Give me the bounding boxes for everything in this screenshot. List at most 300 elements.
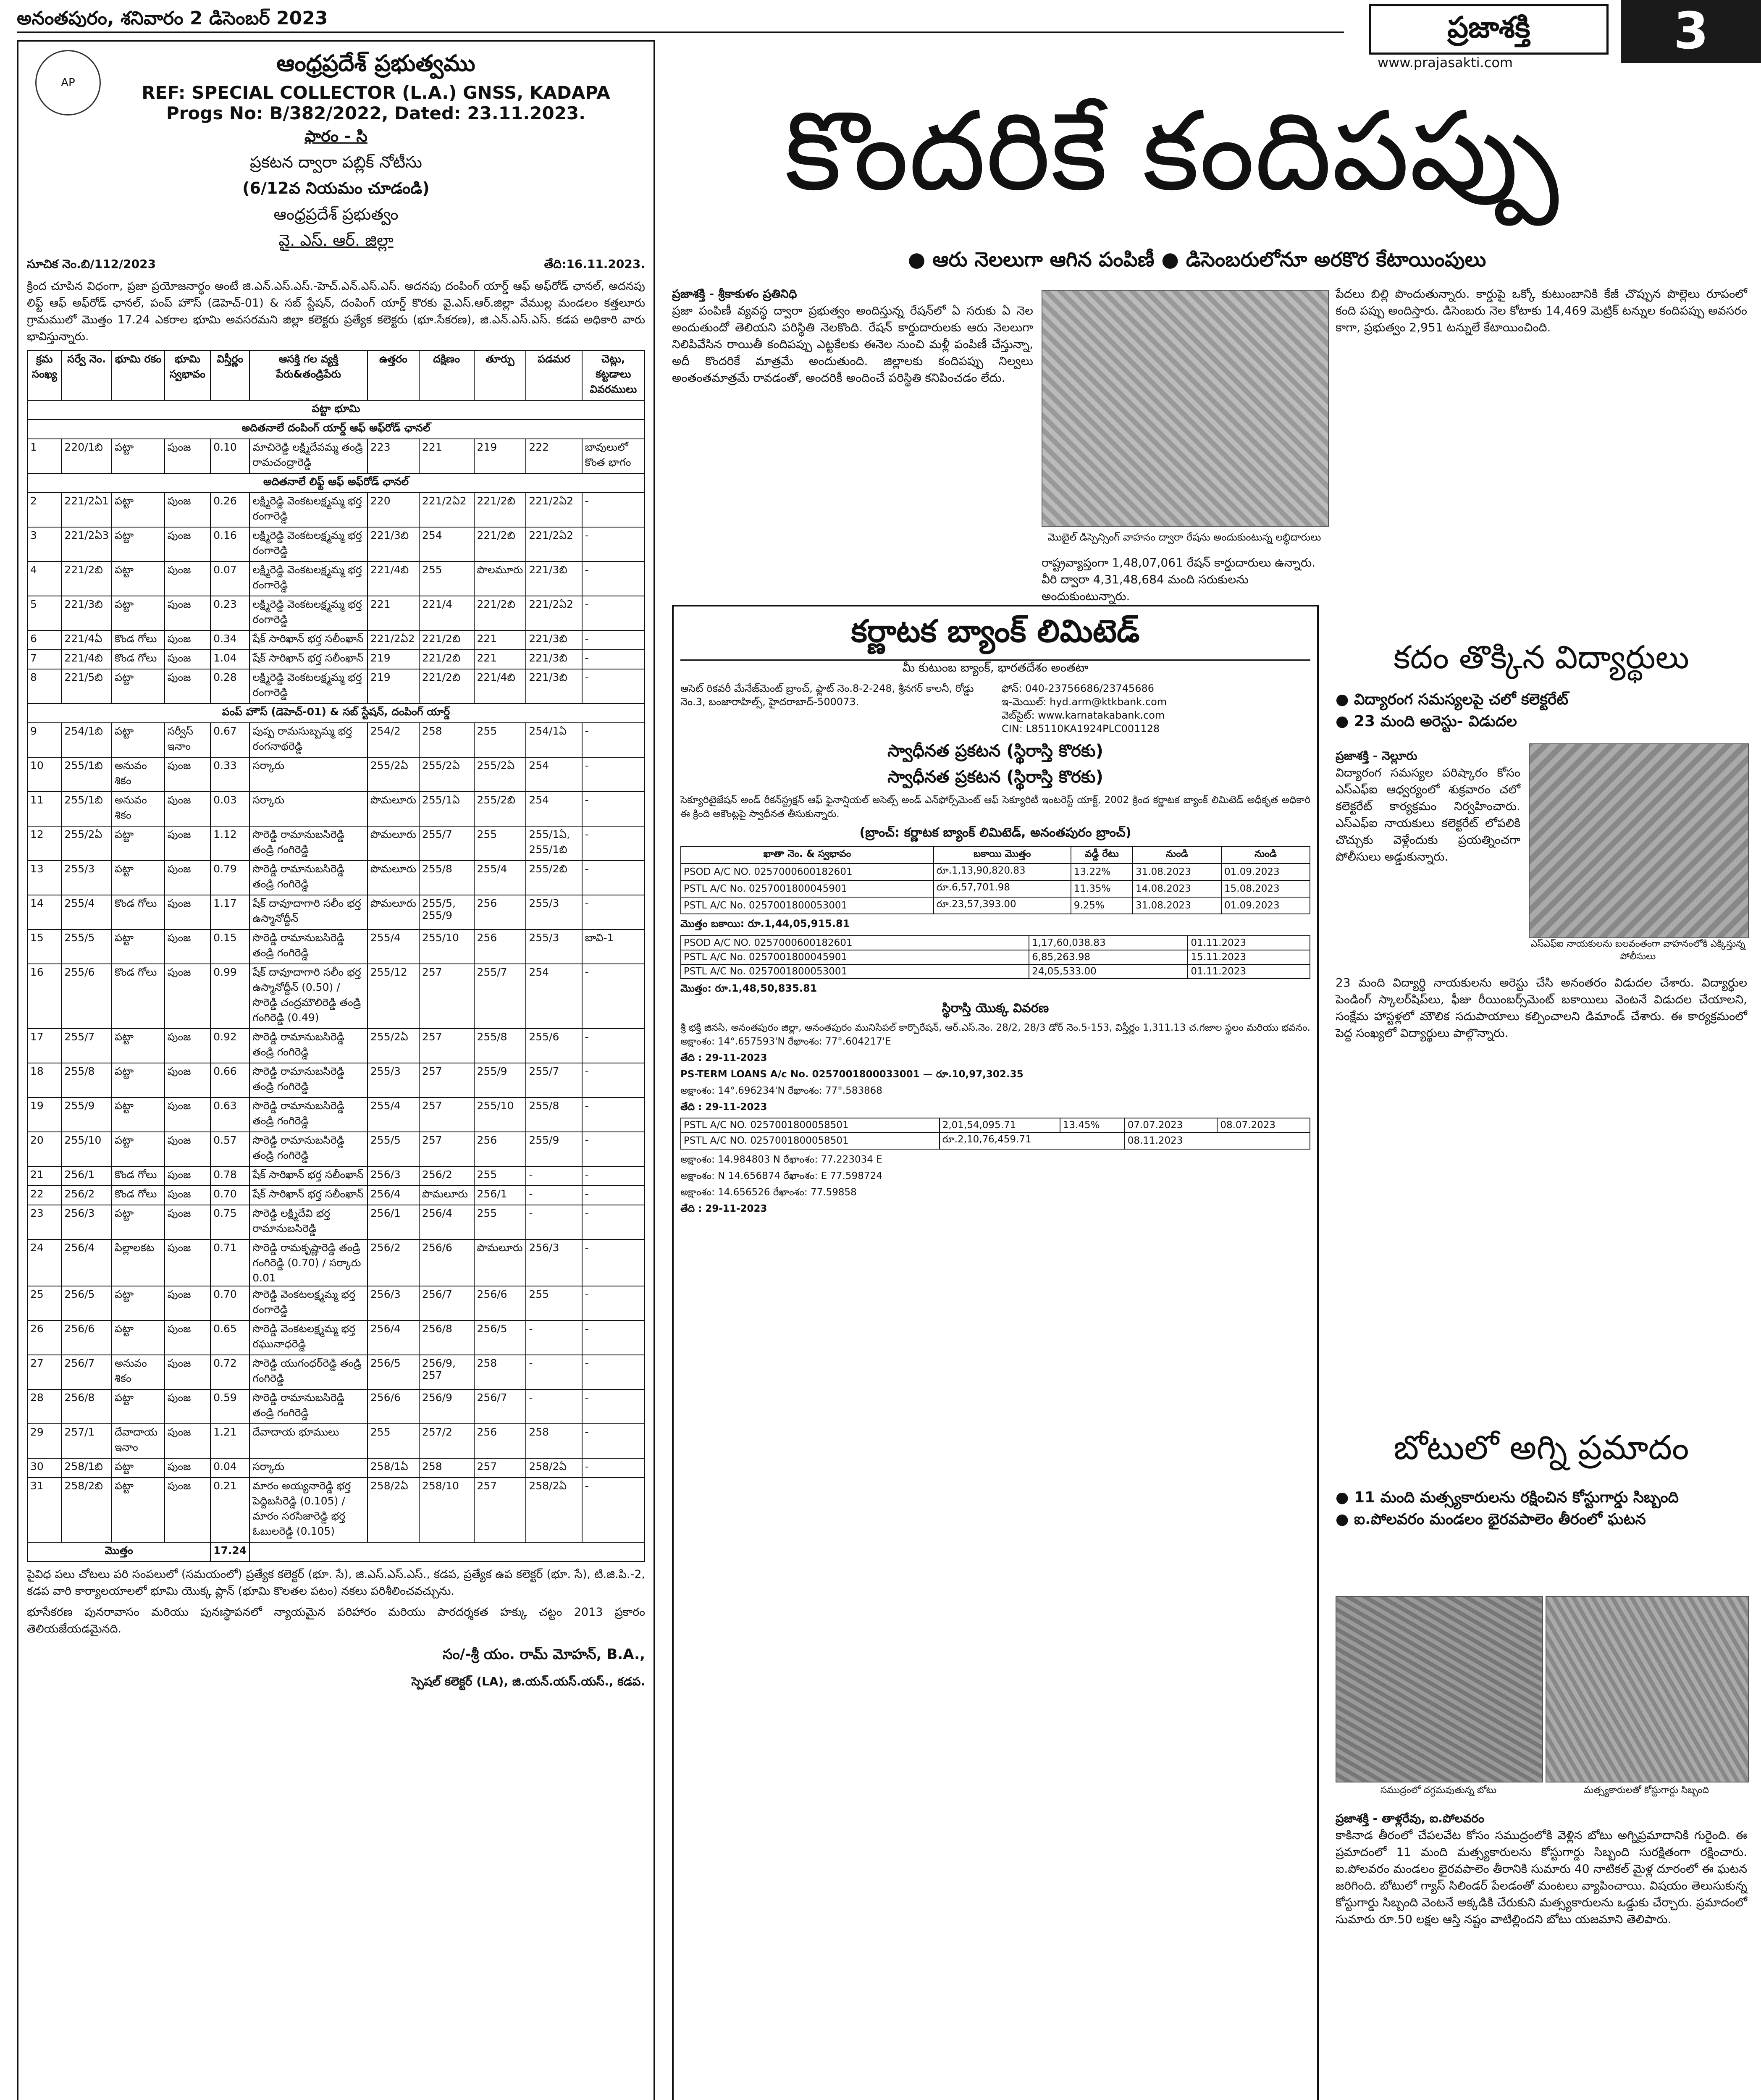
cell: 221/2ఏ2 <box>526 493 582 527</box>
cell: సొరెడ్డి రామానుబసిరెడ్డి తండ్రి గంగిరెడ్డి <box>249 1097 367 1132</box>
cell: పుంజ <box>165 964 211 1029</box>
cell: రూ.1,13,90,820.83 <box>934 864 1071 880</box>
cell: 07.07.2023 <box>1125 1118 1218 1132</box>
cell: పుంజ <box>165 1458 211 1478</box>
cell: షేక్ సారిఖాన్ భర్త సలీంఖాన్ <box>249 1166 367 1186</box>
cell: 255/9 <box>61 1097 112 1132</box>
cell: 31 <box>27 1478 61 1542</box>
cell: 255/2ఏ <box>367 757 419 792</box>
land-acquisition-notice <box>17 40 655 2100</box>
cell: 0.28 <box>210 669 249 704</box>
cell: పుంజ <box>165 895 211 929</box>
table-row <box>681 864 1310 880</box>
cell: 256/3 <box>367 1166 419 1186</box>
coastguard-photo <box>1546 1596 1749 1782</box>
cell: 221/3బి <box>61 596 112 630</box>
cell: పుంజ <box>165 1389 211 1424</box>
cell: - <box>582 1458 645 1478</box>
cell: 254 <box>526 964 582 1029</box>
cell: పట్టా <box>112 1063 164 1097</box>
cell: 256 <box>474 1424 526 1458</box>
story3-byline: ప్రజాశక్తి - తాళ్లరేవు, ఐ.పోలవరం <box>1336 1811 1485 1825</box>
cell: 255/6 <box>61 964 112 1029</box>
kbank-date-3: తేది : 29-11-2023 <box>680 1203 767 1214</box>
cell: 257 <box>474 1478 526 1542</box>
kbank-contact <box>680 677 1310 735</box>
main-headline: కొందరికే కందిపప్పు <box>785 88 1559 215</box>
cell: - <box>582 1239 645 1286</box>
cell: 08.11.2023 <box>1125 1132 1310 1149</box>
cell: లక్ష్మిరెడ్డి వెంకటలక్ష్మమ్మ భర్త రంగారెడ్డి <box>249 596 367 630</box>
cell: 256/3 <box>367 1286 419 1320</box>
cell: - <box>582 826 645 861</box>
cell: - <box>526 1186 582 1205</box>
cell: పుంజ <box>165 792 211 826</box>
cell: సొరెడ్డి వెంకటలక్ష్మమ్మ భర్త రంగారెడ్డి <box>249 1286 367 1320</box>
cell: 258/2ఏ <box>526 1478 582 1542</box>
cell: 255/4 <box>367 929 419 964</box>
cell: 256/6 <box>419 1239 474 1286</box>
cell: సర్కారు <box>249 757 367 792</box>
cell: 26 <box>27 1320 61 1355</box>
table-row <box>681 950 1310 964</box>
cell: 0.70 <box>210 1186 249 1205</box>
cell: - <box>582 1355 645 1389</box>
cell: అనువం శికం <box>112 757 164 792</box>
cell: 0.10 <box>210 439 249 473</box>
masthead-logo: ప్రజాశక్తి <box>1369 4 1609 55</box>
table-row <box>27 757 645 792</box>
cell: - <box>582 757 645 792</box>
cell: పట్టా <box>112 929 164 964</box>
kbank-total-1: మొత్తం బకాయి: రూ.1,44,05,915.81 <box>680 918 850 929</box>
cell: 220 <box>367 493 419 527</box>
cell: 255/10 <box>419 929 474 964</box>
table-header-row <box>27 351 645 400</box>
cell: సొరెడ్డి రామానుబసిరెడ్డి తండ్రి గంగిరెడ్డి <box>249 929 367 964</box>
notice-para-1: పైవిధ పలు చోటలు పరి సంపలులో (సమయంలో) ప్రత్యేక కలెక్టర్ (భూ. సే), జి.ఎస్.ఎస్.ఎస్., కడప, ప్రత్యేక ఉప కలెక్టర్ (భూ. సే), టి.జి.పి.-2, కడప వారి కార్యాలయాలలో భూమి యొక్క ప్లాన్ (భూమి కొలతల పటం) నకలు పరిశీలించవచ్చును. <box>27 1568 645 1598</box>
cell: 258/2ఏ <box>367 1478 419 1542</box>
col-nature: భూమి స్వభావం <box>165 351 211 400</box>
kbank-date-1: తేది : 29-11-2023 <box>680 1053 767 1063</box>
cell: - <box>582 562 645 596</box>
cell: లక్ష్మిరెడ్డి వెంకటలక్ష్మమ్మ భర్త రంగారెడ్డి <box>249 493 367 527</box>
header-rule <box>17 32 1344 33</box>
total-label: మొత్తం <box>27 1542 210 1562</box>
cell: 0.92 <box>210 1029 249 1063</box>
cell: 255 <box>474 1166 526 1186</box>
table-row <box>27 1424 645 1458</box>
col-east: తూర్పు <box>474 351 526 400</box>
cell: 12 <box>27 826 61 861</box>
cell: 257 <box>419 1029 474 1063</box>
cell: కొండ గోలు <box>112 650 164 669</box>
cell: - <box>582 669 645 704</box>
cell: 255/3 <box>61 861 112 895</box>
cell: 256/1 <box>474 1186 526 1205</box>
cell: కొండ గోలు <box>112 630 164 650</box>
cell: 255/3 <box>526 929 582 964</box>
ref-line <box>27 257 645 274</box>
boat-fire-photo <box>1336 1596 1543 1782</box>
table-row <box>27 1478 645 1542</box>
cell: 5 <box>27 596 61 630</box>
cell: 219 <box>367 669 419 704</box>
cell: 257 <box>419 1132 474 1166</box>
cell: రూ.2,10,76,459.71 <box>940 1132 1125 1149</box>
ref-number: సూచిక నెం.బి/112/2023 <box>27 257 156 271</box>
signature-title: స్పెషల్ కలెక్టర్ (LA), జి.యన్.యస్.యస్., కడప. <box>411 1675 645 1688</box>
table-row <box>27 792 645 826</box>
cell: 256/5 <box>367 1355 419 1389</box>
col-west: పడమర <box>526 351 582 400</box>
cell: 0.78 <box>210 1166 249 1186</box>
cell: 27 <box>27 1355 61 1389</box>
table-row <box>27 1320 645 1355</box>
cell: 10 <box>27 757 61 792</box>
table-row <box>681 964 1310 979</box>
cell: పట్టా <box>112 1320 164 1355</box>
cell: పట్టా <box>112 1097 164 1132</box>
kbank-prop-title: స్థిరాస్తి యొక్క వివరణ <box>942 1001 1049 1016</box>
cell: కొండ గోలు <box>112 1166 164 1186</box>
cell: 255/2ఏ <box>474 757 526 792</box>
cell: 222 <box>526 439 582 473</box>
cell: - <box>526 1166 582 1186</box>
cell: పుంజ <box>165 1029 211 1063</box>
cell: 256/9 <box>419 1389 474 1424</box>
cell: 221/2ఏ1 <box>61 493 112 527</box>
cell: 221 <box>367 596 419 630</box>
cell: 221/2బి <box>474 493 526 527</box>
cell: 221/2బి <box>61 562 112 596</box>
cell: 221/3బి <box>526 650 582 669</box>
table-row <box>27 1458 645 1478</box>
story2-bullet-1: ● విద్యారంగ సమస్యలపై చలో కలెక్టరేట్ <box>1336 691 1569 708</box>
cell: PSOD A/C NO. 0257000600182601 <box>681 936 1029 950</box>
cell: సొరెడ్డి రామానుబసిరెడ్డి తండ్రి గంగిరెడ్డి <box>249 1063 367 1097</box>
cell: 221/3బి <box>526 669 582 704</box>
cell: లక్ష్మిరెడ్డి వెంకటలక్ష్మమ్మ భర్త రంగారెడ్డి <box>249 562 367 596</box>
table-header-row <box>681 847 1310 864</box>
cell: 257 <box>419 1097 474 1132</box>
cell: 0.71 <box>210 1239 249 1286</box>
kbank-branch: (బ్రాంచ్: కర్ణాటక బ్యాంక్ లిమిటెడ్, అనంతపురం బ్రాంచ్) <box>859 825 1131 840</box>
cell: పుంజ <box>165 1424 211 1458</box>
cell: - <box>582 1063 645 1097</box>
acc-col-rate: వడ్డీ రేటు <box>1071 847 1133 864</box>
cell: 221/3బి <box>367 527 419 562</box>
cell: పుంజ <box>165 650 211 669</box>
table-row <box>27 650 645 669</box>
edition-date: అనంతపురం, శనివారం 2 డిసెంబర్ 2023 <box>17 8 328 29</box>
cell: PSOD A/C NO. 0257000600182601 <box>681 864 934 880</box>
cell: 221/2బి <box>419 650 474 669</box>
cell: 14.08.2023 <box>1133 880 1221 897</box>
cell: 255 <box>474 826 526 861</box>
cell: కొండ గోలు <box>112 964 164 1029</box>
story2-col1 <box>1336 748 1520 865</box>
cell: 257 <box>419 1063 474 1097</box>
cell: పట్టా <box>112 527 164 562</box>
cell: - <box>582 1097 645 1132</box>
cell: పట్టా <box>112 1205 164 1239</box>
notice-district: వై. ఎస్. ఆర్. జిల్లా <box>278 231 394 249</box>
cell: పుంజ <box>165 596 211 630</box>
cell: 256/5 <box>474 1320 526 1355</box>
cell: సర్వీస్ ఇనాం <box>165 723 211 757</box>
story3-bullet-1: ● 11 మంది మత్స్యకారులను రక్షించిన కోస్టుగార్డు సిబ్బంది <box>1336 1489 1679 1506</box>
cell: సొరెడ్డి రామానుబసిరెడ్డి తండ్రి గంగిరెడ్డి <box>249 1029 367 1063</box>
cell: సొరెడ్డి రామకృష్ణారెడ్డి తండ్రి గంగిరెడ్డి (0.70) / సర్కారు 0.01 <box>249 1239 367 1286</box>
cell: 258 <box>526 1424 582 1458</box>
cell: 257 <box>419 964 474 1029</box>
kbank-cin: CIN: L85110KA1924PLC001128 <box>1002 723 1160 735</box>
story3-bullet-2: ● ఐ.పోలవరం మండలం భైరవపాలెం తీరంలో ఘటన <box>1336 1511 1646 1528</box>
col-serial: క్రమ సంఖ్య <box>27 351 61 400</box>
cell: 221/2ఏ2 <box>419 493 474 527</box>
cell: 0.59 <box>210 1389 249 1424</box>
cell: 255/9 <box>526 1132 582 1166</box>
cell: పట్టా <box>112 1286 164 1320</box>
cell: మారం అయ్యనారెడ్డి భర్త పెద్దిబసిరెడ్డి (0.105) / మారం సరసిజారెడ్డి భర్త ఓబులరెడ్డి (0.105) <box>249 1478 367 1542</box>
cell: 1 <box>27 439 61 473</box>
cell: పుంజ <box>165 757 211 792</box>
kbank-total-2-value: రూ.1,48,50,835.81 <box>715 982 817 994</box>
coastguard-caption: మత్స్యకారులతో కోస్టుగార్డు సిబ్బంది <box>1584 1785 1709 1796</box>
cell: 256/6 <box>61 1320 112 1355</box>
cell: - <box>526 1355 582 1389</box>
table-row <box>27 1186 645 1205</box>
cell: 0.67 <box>210 723 249 757</box>
cell: పొమలూరు <box>419 1186 474 1205</box>
cell: - <box>582 723 645 757</box>
cell: పుంజ <box>165 1320 211 1355</box>
cell: 221/4బి <box>474 669 526 704</box>
cell: పుంజ <box>165 1132 211 1166</box>
cell: 3 <box>27 527 61 562</box>
cell: పుంజ <box>165 669 211 704</box>
story2-headline: కదం తొక్కిన విద్యార్థులు <box>1394 638 1689 676</box>
cell: - <box>582 1424 645 1458</box>
cell <box>249 1542 645 1562</box>
notice-ref: REF: SPECIAL COLLECTOR (L.A.) GNSS, KADAPA <box>142 82 610 103</box>
cell: 223 <box>367 439 419 473</box>
cell: 256 <box>474 895 526 929</box>
cell: 14 <box>27 895 61 929</box>
ration-photo <box>1042 290 1329 527</box>
section-label: పట్టా భూమి <box>27 400 645 420</box>
table-row <box>27 1166 645 1186</box>
cell: 257 <box>474 1458 526 1478</box>
land-schedule-table <box>27 350 645 1562</box>
section-label: అదితనాలే లిఫ్ట్ ఆఫ్ అఫ్‌రోడ్ ఛానల్ <box>27 473 645 493</box>
cell: 258/1ఏ <box>367 1458 419 1478</box>
cell: 258/2ఏ <box>526 1458 582 1478</box>
kbank-loan-2-no: PS-TERM LOANS A/c No. 0257001800033001 <box>680 1069 920 1080</box>
cell: 255/10 <box>61 1132 112 1166</box>
cell: 256/4 <box>367 1186 419 1205</box>
story3-headline: బోటులో అగ్ని ప్రమాదం <box>1394 1428 1689 1467</box>
cell: - <box>582 650 645 669</box>
cell: 255 <box>526 1286 582 1320</box>
cell: 221/4ఏ <box>61 630 112 650</box>
cell: 255 <box>367 1424 419 1458</box>
cell: - <box>582 1205 645 1239</box>
cell: 254 <box>526 792 582 826</box>
cell: 31.08.2023 <box>1133 864 1221 880</box>
kbank-phone: ఫోన్: 040-23756686/23745686 <box>1002 682 1154 694</box>
col-survey: సర్వే నెం. <box>61 351 112 400</box>
kbank-accounts-table-1 <box>680 846 1310 914</box>
cell: 16 <box>27 964 61 1029</box>
kbank-accounts-table-2 <box>680 935 1310 979</box>
table-row <box>27 1205 645 1239</box>
cell: - <box>582 630 645 650</box>
cell: 256 <box>474 929 526 964</box>
cell: 255/1ఏ, 255/1బి <box>526 826 582 861</box>
table-row <box>681 897 1310 914</box>
cell: పుంజ <box>165 493 211 527</box>
ap-emblem-icon: AP <box>35 50 101 116</box>
cell: పట్టా <box>112 1478 164 1542</box>
cell: కొండ గోలు <box>112 1186 164 1205</box>
kbank-accounts-table-3 <box>680 1118 1310 1150</box>
cell: 23 <box>27 1205 61 1239</box>
cell: 0.65 <box>210 1320 249 1355</box>
cell: 256/9, 257 <box>419 1355 474 1389</box>
main-byline: ప్రజాశక్తి - శ్రీకాకుళం ప్రతినిధి <box>672 287 797 301</box>
cell: 255/2ఏ <box>61 826 112 861</box>
cell: 9 <box>27 723 61 757</box>
cell: 255/10 <box>474 1097 526 1132</box>
cell: 221/2బి <box>419 630 474 650</box>
kbank-title: కర్ణాటక బ్యాంక్ లిమిటెడ్ <box>680 613 1310 661</box>
cell: 255/2బి <box>474 792 526 826</box>
table-row <box>27 527 645 562</box>
cell: పొమలూరు <box>367 826 419 861</box>
cell: 0.70 <box>210 1286 249 1320</box>
students-photo <box>1529 743 1749 938</box>
cell: - <box>526 1389 582 1424</box>
table-row <box>27 861 645 895</box>
cell: 01.11.2023 <box>1188 964 1310 979</box>
cell: 258/2బి <box>61 1478 112 1542</box>
cell: సొరెడ్డి లక్ష్మిదేవి భర్త రామానుబసిరెడ్డి <box>249 1205 367 1239</box>
cell: 221 <box>474 630 526 650</box>
ration-photo-caption: మొబైల్ డిస్పెన్సింగ్ వాహనం ద్వారా రేషను అందుకుంటున్న లబ్ధిదారులు <box>1047 531 1321 543</box>
table-row <box>27 630 645 650</box>
cell: - <box>582 964 645 1029</box>
cell: పుంజ <box>165 861 211 895</box>
cell: 258 <box>419 723 474 757</box>
cell: 15 <box>27 929 61 964</box>
cell: 256/5 <box>61 1286 112 1320</box>
cell: 255/5 <box>367 1132 419 1166</box>
main-body-1: ప్రజా పంపిణీ వ్యవస్థ ద్వారా ప్రభుత్వం అందిస్తున్న రేషన్‌లో ఏ సరుకు ఏ నెల అందుతుందో తెలియని పరిస్థితి నెలకొంది. రేషన్ కార్డుదారులకు ఆరు నెలలుగా నిలిపివేసిన రాయితీ కందిపప్పు ఎట్టకేలకు ఈనెల నుంచి మళ్లీ పంపిణీ చేస్తున్నా, అదీ కొందరికే మాత్రమే అందుతుంది. జిల్లాలకు కందిపప్పు నిల్వలు అంతంతమాత్రమే రావడంతో, అందరికీ అందించే పరిస్థితి కనిపించడం లేదు. <box>672 304 1033 385</box>
cell: - <box>582 1166 645 1186</box>
cell: పుంజ <box>165 1166 211 1186</box>
cell: - <box>582 895 645 929</box>
kbank-coords-2: అక్షాంశం: 14°.696234'N రేఖాంశం: 77°.583868 <box>680 1085 882 1096</box>
cell: పుష్ప రామసుబ్బమ్మ భర్త రంగనాథరెడ్డి <box>249 723 367 757</box>
cell: అనువం శికం <box>112 1355 164 1389</box>
story3-body-wrap <box>1336 1810 1747 1928</box>
cell: 13 <box>27 861 61 895</box>
kbank-coords-3: అక్షాంశం: 14.984803 N రేఖాంశం: 77.223034 E <box>680 1154 882 1165</box>
cell: 0.99 <box>210 964 249 1029</box>
page-number: 3 <box>1621 0 1761 63</box>
cell: పట్టా <box>112 826 164 861</box>
cell: పట్టా <box>112 861 164 895</box>
section-label: పంప్ హౌస్ (డెహెచ్-01) & సబ్ స్టేషన్, దంపింగ్ యార్డ్ <box>27 704 645 723</box>
cell: 254 <box>526 757 582 792</box>
cell: మాచిరెడ్డి లక్ష్మిదేవమ్మ తండ్రి రామచంద్రారెడ్డి <box>249 439 367 473</box>
section-label: అదితనాలే దంపింగ్ యార్డ్ ఆఫ్ అఫ్‌రోడ్ ఛానల్ <box>27 420 645 439</box>
cell: 255/2ఏ <box>419 757 474 792</box>
main-story-col1 <box>672 286 1033 386</box>
col-trees: చెట్లు, కట్టడాలు వివరములు <box>582 351 645 400</box>
cell: - <box>582 1320 645 1355</box>
cell: రూ.23,57,393.00 <box>934 897 1071 914</box>
story2-bullet-2: ● 23 మంది అరెస్టు- విడుదల <box>1336 713 1517 730</box>
cell: 256/4 <box>367 1320 419 1355</box>
cell: 255 <box>419 562 474 596</box>
cell: - <box>582 493 645 527</box>
cell: పట్టా <box>112 1029 164 1063</box>
cell: పొమలూరు <box>367 895 419 929</box>
notice-intro: క్రింద చూపిన విధంగా, ప్రజా ప్రయోజనార్థం అంటే జి.ఎన్.ఎస్.ఎస్.-హెచ్.ఎన్.ఎస్.ఎస్. అదనపు దంపింగ్ యార్డ్ ఆఫ్ అఫ్‌రోడ్ ఛానల్, అదనపు లిఫ్ట్ ఆఫ్ అఫ్‌రోడ్ ఛానల్, పంప్ హౌస్ (డెహెచ్-01) & సబ్ స్టేషన్, దంపింగ్ యార్డ్ కొరకు వై.ఎస్.ఆర్.జిల్లా వేముల్ల మండలం కత్తలూరు గ్రామములో మొత్తం 17.24 ఎకరాల భూమి అవసరమని జిల్లా కలెక్టరు ప్రత్యేక కలెక్టరు (భూ.సేకరణ), జి.ఎన్.ఎస్.ఎస్. కడప అధికారి వారు భావిస్తున్నారు. <box>27 280 645 343</box>
cell: 255/7 <box>526 1063 582 1097</box>
cell: సొరెడ్డి వెంకటలక్ష్మమ్మ భర్త రఘునాధరెడ్డి <box>249 1320 367 1355</box>
table-row <box>681 936 1310 950</box>
story3-bullets <box>1336 1487 1747 1530</box>
cell: 255/2ఏ <box>367 1029 419 1063</box>
cell: 256/7 <box>474 1389 526 1424</box>
cell: బావులులో కొంత భాగం <box>582 439 645 473</box>
cell: 255/1బి <box>61 757 112 792</box>
cell: 254/1ఏ <box>526 723 582 757</box>
kbank-tagline: మీ కుటుంబ బ్యాంక్, భారతదేశం అంతటా <box>902 661 1089 675</box>
cell: - <box>582 1286 645 1320</box>
kbank-total-2-label: మొత్తం <box>680 982 708 994</box>
kbank-total-2: మొత్తం: రూ.1,48,50,835.81 <box>680 982 817 994</box>
table-row <box>27 826 645 861</box>
cell: 0.03 <box>210 792 249 826</box>
cell: 255 <box>474 1205 526 1239</box>
cell: 13.45% <box>1060 1118 1125 1132</box>
cell: 258/10 <box>419 1478 474 1542</box>
cell: 258 <box>474 1355 526 1389</box>
cell: పట్టా <box>112 493 164 527</box>
gov-title: ఆంధ్రప్రదేశ్ ప్రభుత్వము <box>276 50 475 76</box>
kbank-website: వెబ్‌సైట్: www.karnatakabank.com <box>1002 709 1165 721</box>
cell: 0.33 <box>210 757 249 792</box>
cell: లక్ష్మిరెడ్డి వెంకటలక్ష్మమ్మ భర్త రంగారెడ్డి <box>249 669 367 704</box>
cell: 0.79 <box>210 861 249 895</box>
cell: 4 <box>27 562 61 596</box>
acc-col-from: నుండి <box>1133 847 1221 864</box>
cell: - <box>582 1389 645 1424</box>
cell: 221/2బి <box>419 669 474 704</box>
boat-fire-caption: సముద్రంలో దగ్ధమవుతున్న బోటు <box>1380 1785 1497 1796</box>
kbank-loan-2-amt: రూ.10,97,302.35 <box>936 1069 1024 1080</box>
cell: 01.09.2023 <box>1221 864 1310 880</box>
col-north: ఉత్తరం <box>367 351 419 400</box>
cell: 255/8 <box>526 1097 582 1132</box>
form-label: ఫారం - సి <box>304 127 367 145</box>
cell: సొరెడ్డి రామానుబసిరెడ్డి తండ్రి గంగిరెడ్డి <box>249 861 367 895</box>
